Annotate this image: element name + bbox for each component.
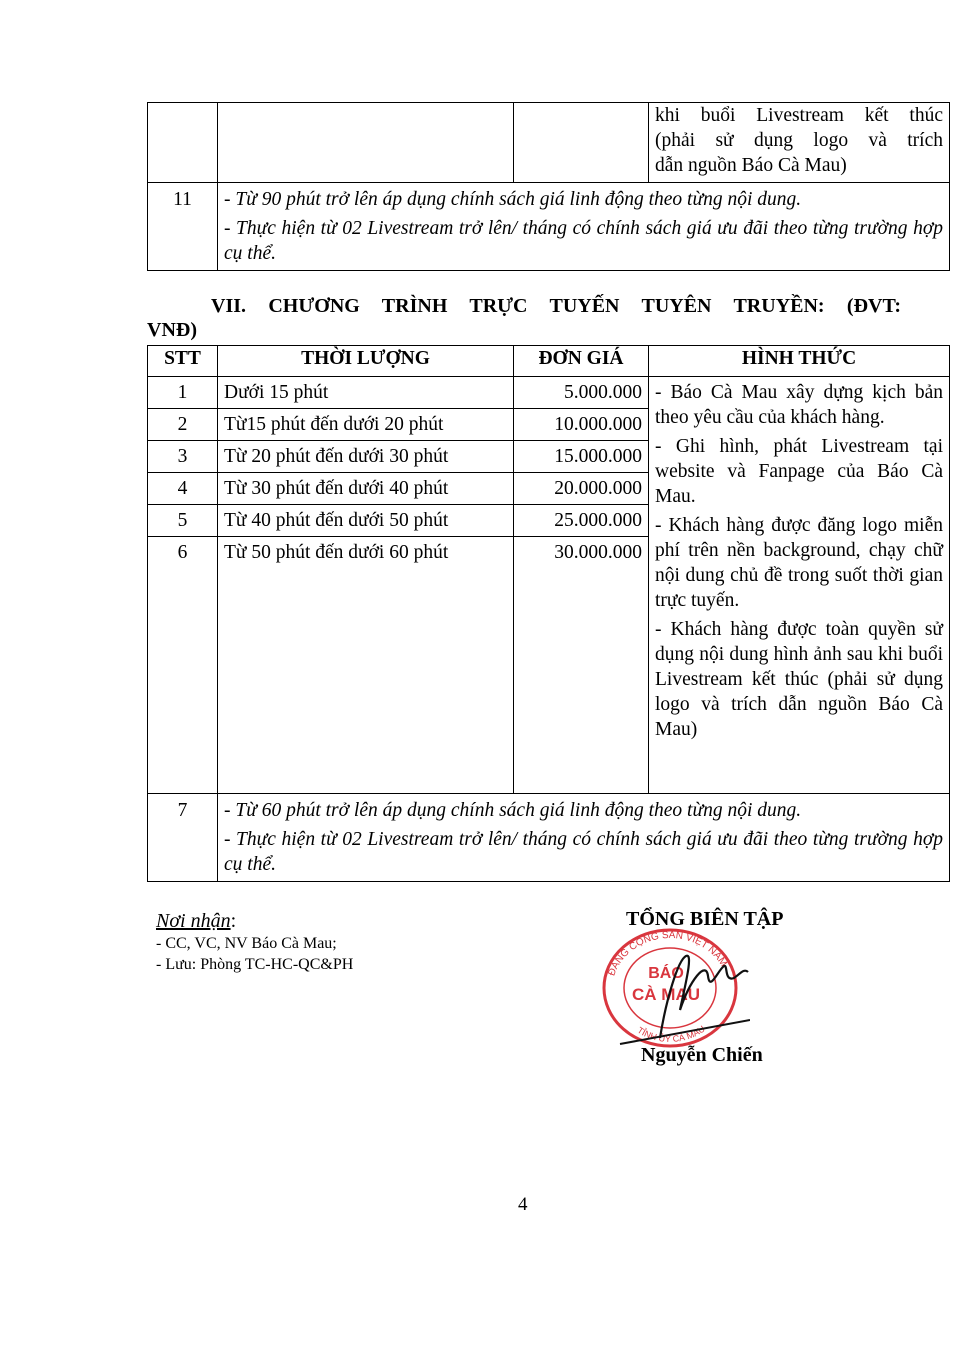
recipients-colon: : [230,910,237,932]
table-row [148,183,950,271]
text-line: khi buổi Livestream kết thúc [655,105,943,126]
form-item: - Ghi hình, phát Livestream tại website và Fanpage của Báo Cà Mau. [655,436,943,507]
price-cell: 5.000.000 [514,377,649,409]
heading-line: VNĐ) [147,319,197,341]
duration-cell: Từ 30 phút đến dưới 40 phút [218,473,514,505]
page-number: 4 [518,1194,528,1215]
duration-cell: Từ 40 phút đến dưới 50 phút [218,505,514,537]
empty-cell [514,103,649,183]
text-line: dẫn nguồn Báo Cà Mau) [655,155,847,176]
stt-cell: 1 [148,377,218,409]
empty-cell [218,103,514,183]
continued-table [147,102,950,271]
table-row [148,103,950,183]
stt-cell: 6 [148,537,218,794]
recipient-item: - CC, VC, NV Báo Cà Mau; [156,935,337,952]
note-line: - Từ 90 phút trở lên áp dụng chính sách giá linh động theo từng nội dung. [224,189,802,210]
stamp-center-text-2: CÀ MAU [632,985,700,1004]
empty-cell [148,103,218,183]
price-cell: 25.000.000 [514,505,649,537]
stamp-center-text-1: BÁO [648,965,684,982]
price-cell: 10.000.000 [514,409,649,441]
table-row [148,794,950,882]
recipients-title: Nơi nhận [156,910,231,932]
col-header-price: ĐƠN GIÁ [514,346,649,377]
note-line: - Từ 60 phút trở lên áp dụng chính sách giá linh động theo từng nội dung. [224,800,802,821]
stt-cell: 3 [148,441,218,473]
col-header-form: HÌNH THỨC [649,346,950,377]
price-cell: 20.000.000 [514,473,649,505]
stt-cell: 11 [148,183,218,271]
stamp-ring-text: ĐẢNG CỘNG SẢN VIỆT NAM [606,929,729,978]
heading-line: VII. CHƯƠNG TRÌNH TRỰC TUYẾN TUYÊN TRUYỀN: (ĐVT: [211,295,901,317]
note-line: - Thực hiện từ 02 Livestream trở lên/ tháng có chính sách giá ưu đãi theo từng trường hợp cụ thể. [224,829,943,875]
recipients-title-line [156,910,353,933]
official-stamp [590,920,750,1050]
note-line: - Thực hiện từ 02 Livestream trở lên/ tháng có chính sách giá ưu đãi theo từng trường hợp cụ thể. [224,218,943,264]
col-header-duration: THỜI LƯỢNG [218,346,514,377]
price-cell: 15.000.000 [514,441,649,473]
duration-cell: Dưới 15 phút [218,377,514,409]
price-table [147,345,950,882]
recipient-item: - Lưu: Phòng TC-HC-QC&PH [156,956,354,973]
signer-title: TỔNG BIÊN TẬP [626,908,784,930]
text-line: (phải sử dụng logo và trích [655,130,943,151]
form-cell [649,377,950,794]
note-cell [218,794,950,882]
section-heading [147,294,901,342]
form-item: - Khách hàng được đăng logo miễn phí trên nền background, chạy chữ nội dung chủ đề trong suốt thời gian trực tuyến. [655,515,943,611]
form-item: - Báo Cà Mau xây dựng kịch bản theo yêu cầu của khách hàng. [655,382,943,428]
signer-name: Nguyễn Chiến [641,1044,763,1066]
stt-cell: 2 [148,409,218,441]
recipients-block [156,910,353,975]
stt-cell: 5 [148,505,218,537]
col-header-stt: STT [148,346,218,377]
continued-form-cell [649,103,950,183]
duration-cell: Từ 20 phút đến dưới 30 phút [218,441,514,473]
form-item: - Khách hàng được toàn quyền sử dụng nội dung hình ảnh sau khi buổi Livestream kết thúc (phải sử dụng logo và trích dẫn nguồn Báo Cà Mau) [655,619,943,740]
price-cell: 30.000.000 [514,537,649,794]
stt-cell: 4 [148,473,218,505]
duration-cell: Từ15 phút đến dưới 20 phút [218,409,514,441]
stamp-bottom-text: TỈNH ỦY CÀ MAU [635,1023,707,1044]
table-row [148,377,950,409]
header-row [148,346,950,377]
stt-cell: 7 [148,794,218,882]
duration-cell: Từ 50 phút đến dưới 60 phút [218,537,514,794]
note-cell [218,183,950,271]
